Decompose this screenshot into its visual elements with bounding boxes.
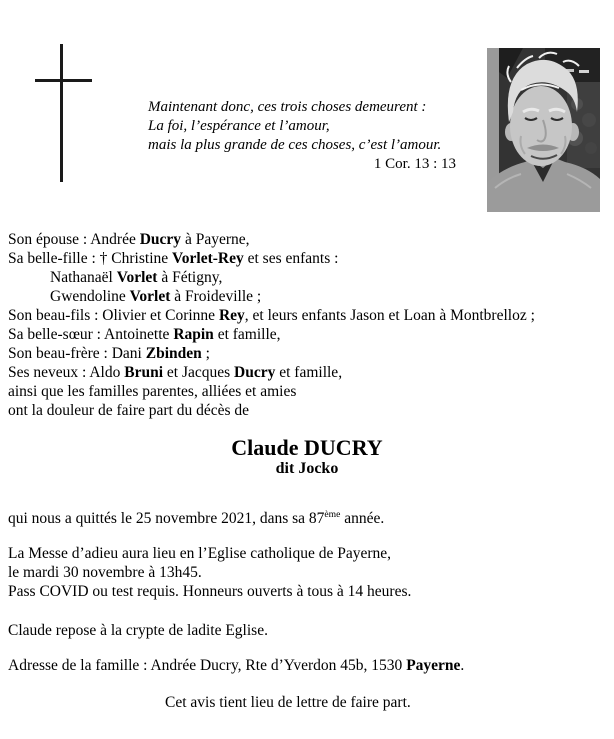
deceased-name: Claude DUCRY xyxy=(231,435,383,460)
memorial-cross-icon xyxy=(34,42,94,184)
family-line: Son beau-frère : Dani Zbinden ; xyxy=(8,345,210,362)
funeral-line: le mardi 30 novembre à 13h45. xyxy=(8,564,202,582)
scripture-line: mais la plus grande de ces choses, c’est l’amour. xyxy=(148,137,442,153)
scripture-quote xyxy=(148,98,456,174)
funeral-details xyxy=(0,544,614,601)
funeral-line: La Messe d’adieu aura lieu en l’Eglise catholique de Payerne, xyxy=(8,545,392,563)
family-line: ont la douleur de faire part du décès de xyxy=(8,402,250,419)
family-line: Son épouse : Andrée Ducry à Payerne, xyxy=(8,231,250,248)
family-line: Son beau-fils : Olivier et Corinne Rey, et leurs enfants Jason et Loan à Montbrelloz ; xyxy=(8,307,535,324)
scripture-reference: 1 Cor. 13 : 13 xyxy=(373,156,456,172)
family-line: Ses neveux : Aldo Bruni et Jacques Ducry et famille, xyxy=(8,364,343,381)
family-line: Sa belle-sœur : Antoinette Rapin et famille, xyxy=(8,326,281,343)
family-line: Gwendoline Vorlet à Froideville ; xyxy=(50,288,262,305)
funeral-line: Pass COVID ou test requis. Honneurs ouverts à tous à 14 heures. xyxy=(8,583,412,601)
closing-line: Cet avis tient lieu de lettre de faire part. xyxy=(165,694,411,712)
scripture-line: Maintenant donc, ces trois choses demeurent : xyxy=(148,99,427,115)
portrait-photo xyxy=(487,48,600,212)
deceased-nickname: dit Jocko xyxy=(275,460,339,477)
family-announcement xyxy=(0,230,614,420)
family-line: Nathanaël Vorlet à Fétigny, xyxy=(50,269,223,286)
family-address-line: Adresse de la famille : Andrée Ducry, Rte d’Yverdon 45b, 1530 Payerne. xyxy=(8,657,465,675)
notice-header xyxy=(0,0,614,226)
family-line: ainsi que les familles parentes, alliées et amies xyxy=(8,383,297,400)
deceased-name-block xyxy=(0,436,614,478)
repose-line: Claude repose à la crypte de ladite Eglise. xyxy=(8,622,268,640)
passing-line: qui nous a quittés le 25 novembre 2021, dans sa 87ème année. xyxy=(8,509,385,528)
scripture-line: La foi, l’espérance et l’amour, xyxy=(148,118,330,134)
family-line: Sa belle-fille : † Christine Vorlet-Rey et ses enfants : xyxy=(8,250,339,267)
